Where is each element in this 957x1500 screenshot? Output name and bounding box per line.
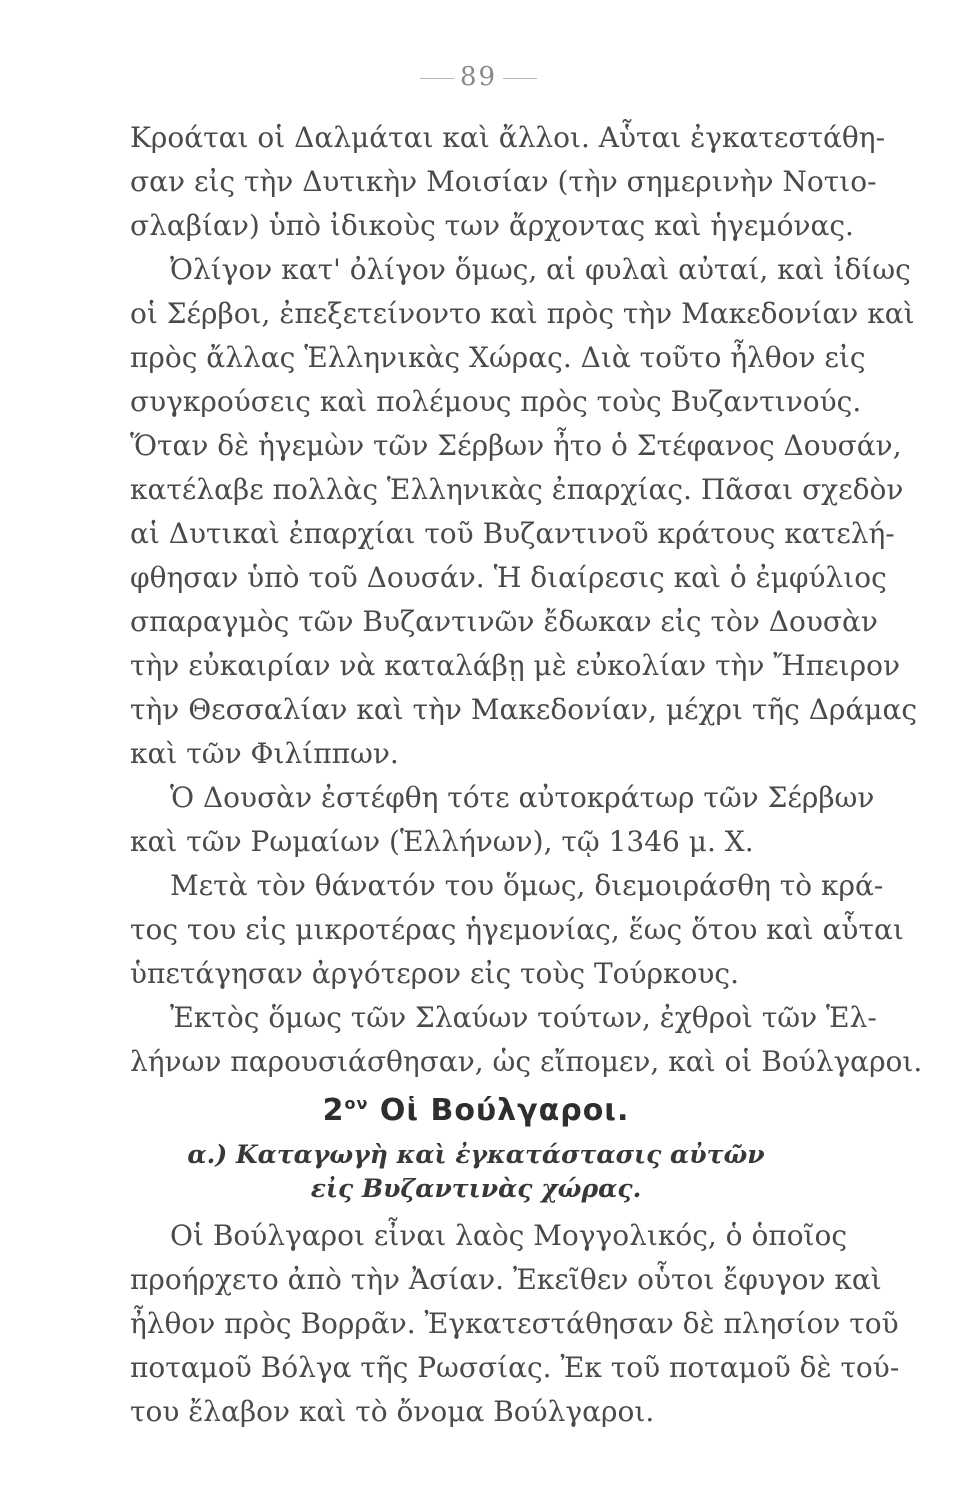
text-line: Ὀλίγον κατ' ὀλίγον ὅμως, αἱ φυλαὶ αὐταί, καὶ ἰδίως bbox=[170, 253, 911, 286]
text-line: κατέλαβε πολλὰς Ἑλληνικὰς ἐπαρχίας. Πᾶσαι σχεδὸν bbox=[130, 473, 904, 506]
text-line: σλαβίαν) ὑπὸ ἰδικοὺς των ἄρχοντας καὶ ἡγεμόνας. bbox=[130, 209, 854, 242]
text-line: οἱ Σέρβοι, ἐπεξετείνοντο καὶ πρὸς τὴν Μακεδονίαν καὶ bbox=[130, 297, 915, 330]
text-line: προήρχετο ἀπὸ τὴν Ἀσίαν. Ἐκεῖθεν οὗτοι ἔφυγον καὶ bbox=[130, 1263, 882, 1296]
page-number-dash-right bbox=[503, 78, 537, 79]
text-line: Κροάται οἱ Δαλμάται καὶ ἄλλοι. Αὗται ἐγκατεστάθη- bbox=[130, 121, 886, 154]
text-line: λήνων παρουσιάσθησαν, ὡς εἴπομεν, καὶ οἱ Βούλγαροι. bbox=[130, 1045, 923, 1078]
text-line: πρὸς ἄλλας Ἑλληνικὰς Χώρας. Διὰ τοῦτο ἦλθον εἰς bbox=[130, 341, 866, 374]
text-line: Ἐκτὸς ὅμως τῶν Σλαύων τούτων, ἐχθροὶ τῶν Ἑλ- bbox=[170, 1001, 877, 1034]
text-line: τὴν Θεσσαλίαν καὶ τὴν Μακεδονίαν, μέχρι τῆς Δράμας bbox=[130, 693, 918, 726]
section-heading bbox=[130, 1084, 822, 1138]
text-line: Ὅταν δὲ ἡγεμὼν τῶν Σέρβων ἦτο ὁ Στέφανος Δουσάν, bbox=[130, 429, 902, 462]
text-line: αἱ Δυτικαὶ ἐπαρχίαι τοῦ Βυζαντινοῦ κράτους κατελή- bbox=[130, 517, 895, 550]
page-number bbox=[0, 62, 957, 92]
text-line: σπαραγμὸς τῶν Βυζαντινῶν ἔδωκαν εἰς τὸν Δουσὰν bbox=[130, 605, 878, 638]
text-line: φθησαν ὑπὸ τοῦ Δουσάν. Ἡ διαίρεσις καὶ ὁ ἐμφύλιος bbox=[130, 561, 887, 594]
section-number: 2 bbox=[322, 1093, 345, 1128]
text-line: συγκρούσεις καὶ πολέμους πρὸς τοὺς Βυζαντινούς. bbox=[130, 385, 862, 418]
text-line: σαν εἰς τὴν Δυτικὴν Μοισίαν (τὴν σημερινὴν Νοτιο- bbox=[130, 165, 877, 198]
text-line: ὑπετάγησαν ἀργότερον εἰς τοὺς Τούρκους. bbox=[130, 957, 739, 990]
text-line: καὶ τῶν Φιλίππων. bbox=[130, 737, 399, 770]
text-line: Οἱ Βούλγαροι εἶναι λαὸς Μογγολικός, ὁ ὁποῖος bbox=[170, 1219, 848, 1252]
section-number-suffix: ον bbox=[344, 1094, 369, 1113]
spacer bbox=[130, 1206, 822, 1214]
section-title-text: Οἱ Βούλγαροι. bbox=[379, 1093, 630, 1128]
subsection-heading-line-2: εἰς Βυζαντινὰς χώρας. bbox=[310, 1174, 642, 1203]
text-line: τὴν εὐκαιρίαν νὰ καταλάβῃ μὲ εὐκολίαν τὴν Ἤπειρον bbox=[130, 649, 900, 682]
text-line: Μετὰ τὸν θάνατόν του ὅμως, διεμοιράσθη τὸ κρά- bbox=[170, 869, 884, 902]
text-line: ποταμοῦ Βόλγα τῆς Ρωσσίας. Ἐκ τοῦ ποταμοῦ δὲ τού- bbox=[130, 1351, 900, 1384]
text-line: καὶ τῶν Ρωμαίων (Ἑλλήνων), τῷ 1346 μ. Χ. bbox=[130, 825, 754, 858]
text-line: τος του εἰς μικροτέρας ἡγεμονίας, ἕως ὅτου καὶ αὗται bbox=[130, 913, 904, 946]
text-line: του ἔλαβον καὶ τὸ ὄνομα Βούλγαροι. bbox=[130, 1395, 655, 1428]
page-number-dash-left bbox=[420, 78, 454, 79]
page-number-value: 89 bbox=[459, 62, 498, 92]
subsection-heading-line-1: α.) Καταγωγὴ καὶ ἐγκατάστασις αὐτῶν bbox=[187, 1140, 765, 1169]
body-text bbox=[130, 116, 923, 1434]
text-line: ἦλθον πρὸς Βορρᾶν. Ἐγκατεστάθησαν δὲ πλησίον τοῦ bbox=[130, 1307, 899, 1340]
text-line: Ὁ Δουσὰν ἐστέφθη τότε αὐτοκράτωρ τῶν Σέρβων bbox=[170, 781, 875, 814]
